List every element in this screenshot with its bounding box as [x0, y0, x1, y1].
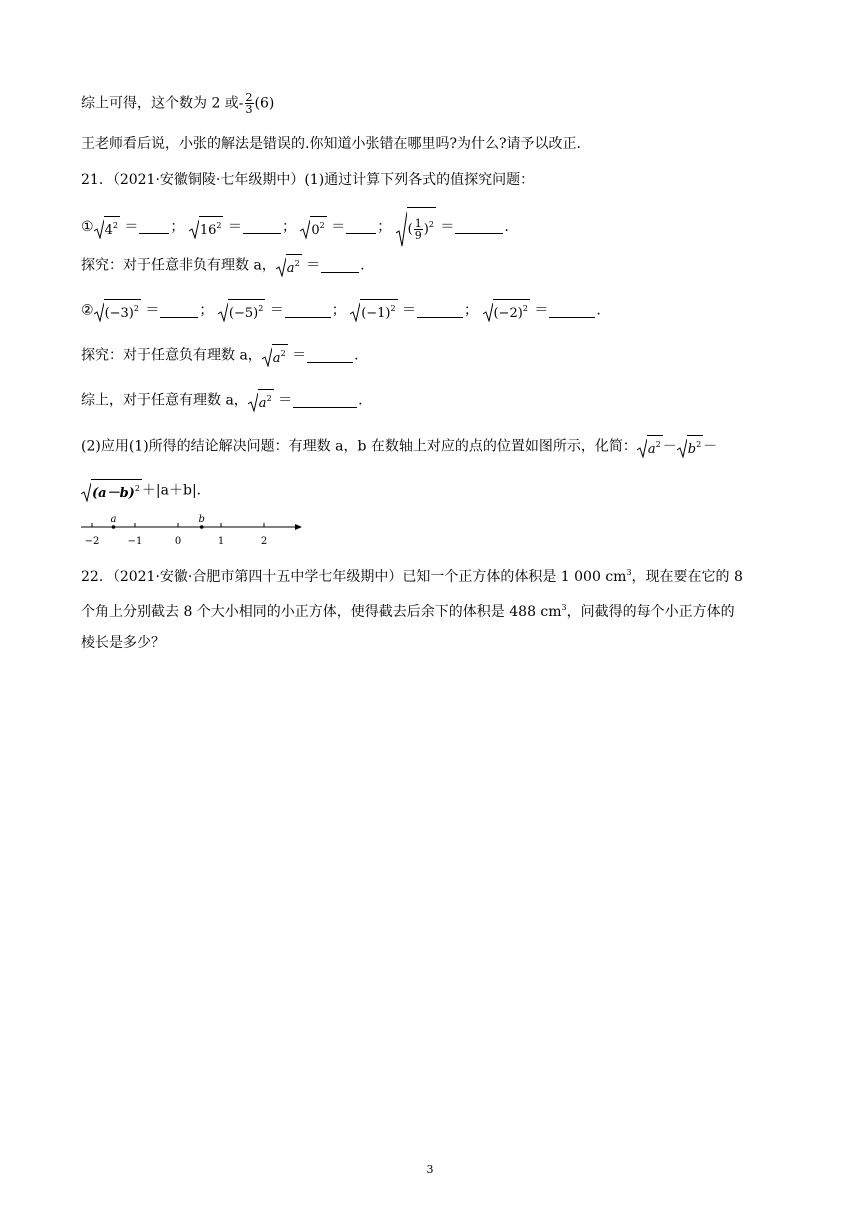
- sqrt-expression: $a^2$: [262, 344, 288, 367]
- number-line: [80, 513, 305, 549]
- q21-row1: ① $4^2$ ＝ ； $16^2$ ＝ ； $0^2$ ＝ ； ( $\frac{1}{9}$ )$^2$ ＝ .: [81, 207, 509, 247]
- fraction: $\frac{2}{3}$: [245, 91, 253, 116]
- sqrt-expression: $4^2$: [94, 216, 120, 239]
- q21-summary: 综上，对于任意有理数 a， $a^2$ ＝ .: [81, 389, 363, 412]
- q21-part2-cont: $(a-b)^2$ ＋|a＋b|.: [81, 479, 201, 502]
- sqrt-expression: $a^2$: [248, 389, 274, 412]
- answer-blank[interactable]: [293, 393, 357, 408]
- number-line-point-label: b: [198, 514, 205, 525]
- number-line-point-a: [112, 525, 116, 529]
- answer-blank[interactable]: [307, 348, 353, 363]
- sqrt-expression: $(-1)^2$: [350, 299, 397, 322]
- answer-blank[interactable]: [285, 303, 331, 318]
- sqrt-expression: ( $\frac{1}{9}$ )$^2$: [396, 207, 436, 247]
- q22-line2: 个角上分别截去 8 个大小相同的小正方体，使得截去后余下的体积是 488 $cm^3$，问截得的每个小正方体的: [81, 603, 735, 620]
- sqrt-expression: $(-2)^2$: [483, 299, 530, 322]
- q21-explore2: 探究：对于任意负有理数 a， $a^2$ ＝ .: [81, 344, 359, 367]
- q21-explore1: 探究：对于任意非负有理数 a， $a^2$ ＝ .: [81, 254, 365, 277]
- number-line-tick-label: −1: [127, 536, 143, 547]
- number-line-point-b: [200, 525, 204, 529]
- answer-blank[interactable]: [455, 219, 503, 234]
- sqrt-expression: $(-3)^2$: [94, 299, 141, 322]
- sqrt-expression: $(-5)^2$: [218, 299, 265, 322]
- teacher-comment: 王老师看后说，小张的解法是错误的.你知道小张错在哪里吗?为什么?请予以改正.: [81, 136, 581, 152]
- sqrt-expression: $(a-b)^2$: [81, 479, 142, 502]
- sqrt-expression: $b^2$: [677, 435, 703, 458]
- answer-blank[interactable]: [321, 258, 359, 273]
- answer-blank[interactable]: [160, 303, 198, 318]
- number-line-point-label: a: [110, 514, 117, 525]
- sqrt-expression: $16^2$: [189, 216, 224, 239]
- sqrt-expression: $a^2$: [276, 254, 302, 277]
- conclusion-line: 综上可得，这个数为 2 或- $\frac{2}{3}$ (6): [81, 91, 275, 116]
- number-line-tick-label: 1: [217, 536, 225, 547]
- number-line-arrow: [295, 524, 302, 530]
- answer-blank[interactable]: [346, 219, 376, 234]
- page-number: 3: [426, 1163, 434, 1176]
- q21-part2: (2)应用(1)所得的结论解决问题：有理数 a，b 在数轴上对应的点的位置如图所示，化简： $a^2$ － $b^2$ －: [81, 435, 717, 458]
- number-line-tick-label: 0: [174, 536, 182, 547]
- number-line-tick-label: −2: [84, 536, 100, 547]
- q22-line1: 22．（2021·安徽·合肥市第四十五中学七年级期中）已知一个正方体的体积是 1 000 $cm^3$，现在要在它的 8: [81, 568, 743, 585]
- sqrt-expression: $a^2$: [637, 435, 663, 458]
- answer-blank[interactable]: [549, 303, 595, 318]
- q22-line3: 棱长是多少？: [81, 635, 165, 651]
- answer-blank[interactable]: [417, 303, 463, 318]
- answer-blank[interactable]: [139, 219, 169, 234]
- q21-header: 21．（2021·安徽铜陵·七年级期中）(1)通过计算下列各式的值探究问题：: [81, 172, 535, 188]
- q21-row2: ② $(-3)^2$ ＝ ； $(-5)^2$ ＝ ； $(-1)^2$ ＝ ； $(-2)^2$ ＝ .: [81, 299, 601, 322]
- number-line-tick-label: 2: [260, 536, 268, 547]
- answer-blank[interactable]: [243, 219, 281, 234]
- sqrt-expression: $0^2$: [300, 216, 326, 239]
